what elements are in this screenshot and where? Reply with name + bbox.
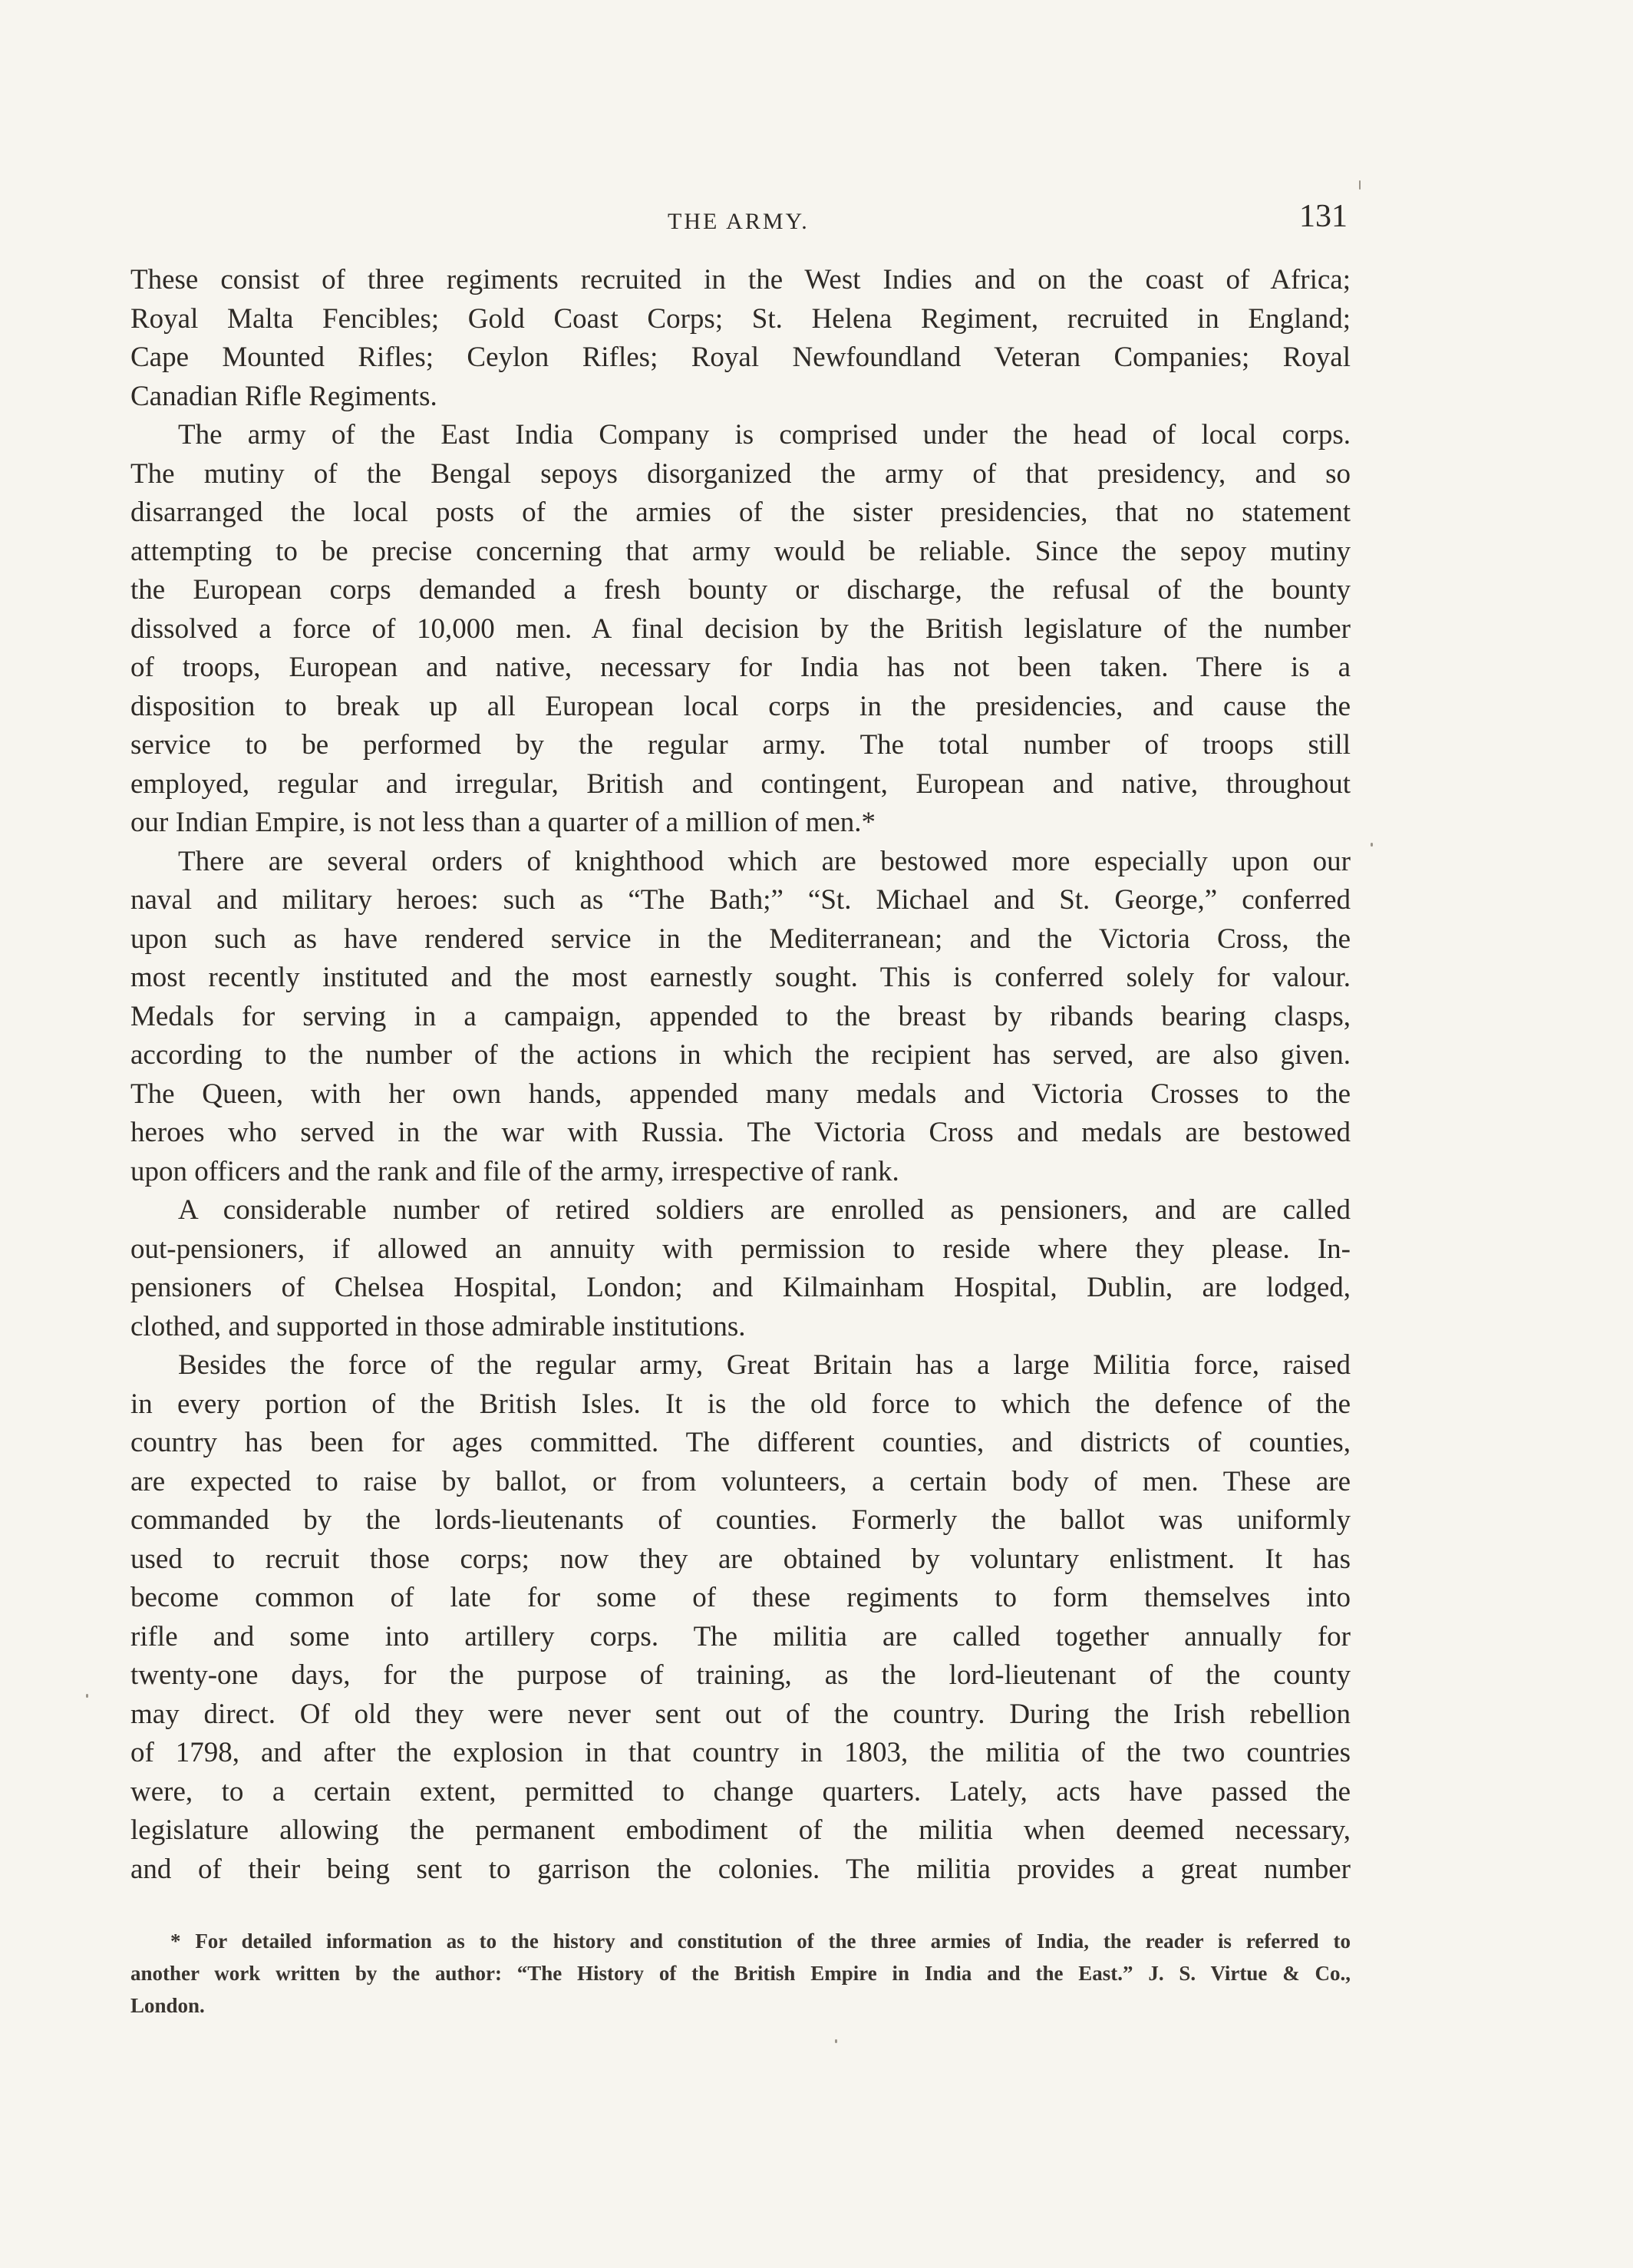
paragraph — [130, 843, 1351, 1192]
paper-speck — [835, 2039, 837, 2043]
text-line: upon officers and the rank and file of the army, irrespective of rank. — [130, 1155, 899, 1187]
text-line: legislature allowing the permanent embodiment of the militia when deemed necessary, — [130, 1814, 1351, 1846]
text-line: were, to a certain extent, permitted to change quarters. Lately, acts have passed the — [130, 1775, 1351, 1807]
text-line: and of their being sent to garrison the colonies. The militia provides a great number — [130, 1853, 1351, 1885]
text-line: Medals for serving in a campaign, appended to the breast by ribands bearing clasps, — [130, 1000, 1351, 1032]
body-text — [130, 261, 1351, 1889]
text-line: pensioners of Chelsea Hospital, London; and Kilmainham Hospital, Dublin, are lodged, — [130, 1272, 1351, 1303]
paper-speck — [86, 1694, 88, 1698]
text-line: Canadian Rifle Regiments. — [130, 380, 437, 412]
text-line: heroes who served in the war with Russia. The Victoria Cross and medals are bestowed — [130, 1117, 1351, 1148]
text-line: Besides the force of the regular army, Great Britain has a large Militia force, raised — [178, 1349, 1351, 1381]
text-line: used to recruit those corps; now they are obtained by voluntary enlistment. It has — [130, 1543, 1351, 1575]
text-line: of 1798, and after the explosion in that country in 1803, the militia of the two countries — [130, 1737, 1351, 1768]
text-line: the European corps demanded a fresh bounty or discharge, the refusal of the bounty — [130, 574, 1351, 606]
text-line: The mutiny of the Bengal sepoys disorganized the army of that presidency, and so — [130, 457, 1351, 490]
paper-speck — [1359, 180, 1361, 190]
paragraph — [130, 1346, 1351, 1889]
footnote-line: another work written by the author: “The History of the British Empire in India and the East.” J. S. Virtue & Co., — [130, 1962, 1351, 1985]
running-head — [0, 199, 1633, 253]
paragraph — [130, 261, 1351, 416]
text-line: disarranged the local posts of the armies of the sister presidencies, that no statement — [130, 497, 1351, 528]
text-line: service to be performed by the regular army. The total number of troops still — [130, 729, 1351, 761]
text-line: Royal Malta Fencibles; Gold Coast Corps; St. Helena Regiment, recruited in England; — [130, 302, 1351, 335]
text-line: country has been for ages committed. The different counties, and districts of counties, — [130, 1427, 1351, 1458]
text-line: are expected to raise by ballot, or from volunteers, a certain body of men. These are — [130, 1465, 1351, 1497]
text-line: become common of late for some of these regiments to form themselves into — [130, 1582, 1351, 1613]
text-line: may direct. Of old they were never sent out of the country. During the Irish rebellion — [130, 1698, 1351, 1730]
text-line: There are several orders of knighthood which are bestowed more especially upon our — [178, 845, 1351, 877]
footnote-line: London. — [130, 1994, 205, 2017]
paper-speck — [1371, 843, 1373, 847]
paragraph — [130, 1191, 1351, 1346]
footnote — [130, 1925, 1351, 2022]
text-line: A considerable number of retired soldiers are enrolled as pensioners, and are called — [178, 1194, 1351, 1226]
text-line: in every portion of the British Isles. It is the old force to which the defence of the — [130, 1388, 1351, 1420]
text-line: out-pensioners, if allowed an annuity with permission to reside where they please. In- — [130, 1233, 1351, 1265]
text-line: of troops, European and native, necessary for India has not been taken. There is a — [130, 652, 1351, 683]
text-line: dissolved a force of 10,000 men. A final decision by the British legislature of the number — [130, 612, 1351, 645]
text-line: Cape Mounted Rifles; Ceylon Rifles; Royal Newfoundland Veteran Companies; Royal — [130, 342, 1351, 373]
text-line: disposition to break up all European local corps in the presidencies, and cause the — [130, 690, 1351, 722]
text-line: The Queen, with her own hands, appended many medals and Victoria Crosses to the — [130, 1078, 1351, 1110]
text-line: most recently instituted and the most earnestly sought. This is conferred solely for valour. — [130, 962, 1351, 993]
text-line: twenty-one days, for the purpose of training, as the lord-lieutenant of the county — [130, 1659, 1351, 1691]
text-line: commanded by the lords-lieutenants of counties. Formerly the ballot was uniformly — [130, 1504, 1351, 1536]
page-number: 131 — [1299, 199, 1348, 234]
text-line: naval and military heroes: such as “The Bath;” “St. Michael and St. George,” conferred — [130, 884, 1351, 916]
text-line: These consist of three regiments recruited in the West Indies and on the coast of Africa; — [130, 264, 1351, 295]
text-line: The army of the East India Company is comprised under the head of local corps. — [178, 419, 1351, 451]
text-line: attempting to be precise concerning that army would be reliable. Since the sepoy mutiny — [130, 535, 1351, 567]
text-line: upon such as have rendered service in the Mediterranean; and the Victoria Cross, the — [130, 923, 1351, 955]
text-line: employed, regular and irregular, British and contingent, European and native, throughout — [130, 768, 1351, 800]
text-line: our Indian Empire, is not less than a quarter of a million of men.* — [130, 807, 876, 838]
text-line: rifle and some into artillery corps. The militia are called together annually for — [130, 1620, 1351, 1652]
paragraph — [130, 416, 1351, 843]
text-line: according to the number of the actions in which the recipient has served, are also given. — [130, 1039, 1351, 1071]
text-line: clothed, and supported in those admirable institutions. — [130, 1310, 746, 1342]
footnote-line: * For detailed information as to the history and constitution of the three armies of India, the reader is referred to — [170, 1930, 1351, 1953]
running-title: THE ARMY. — [668, 209, 810, 234]
